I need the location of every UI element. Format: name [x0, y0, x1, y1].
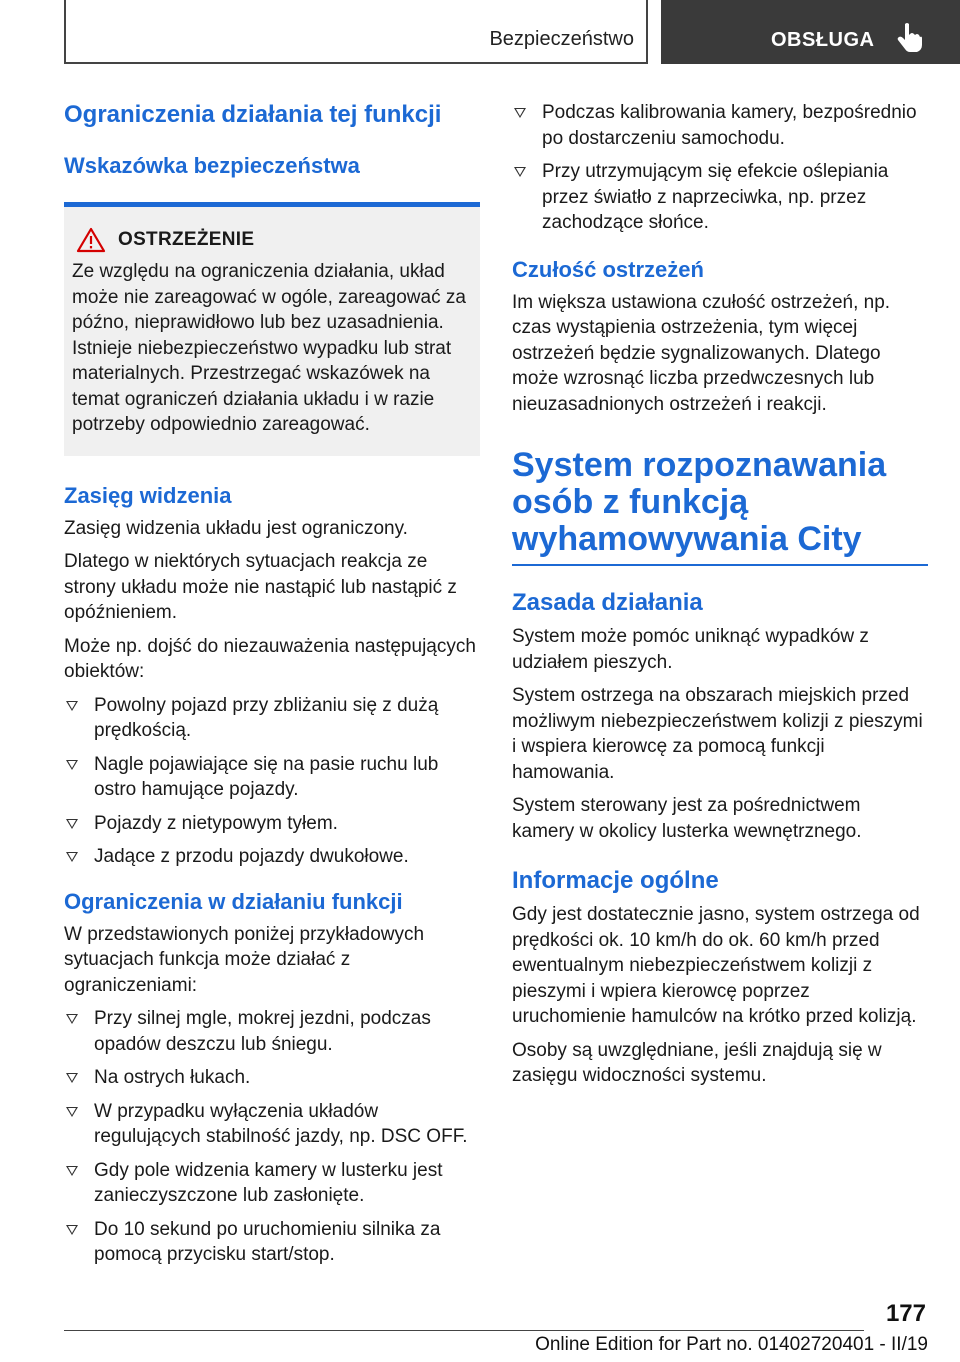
triangle-bullet-icon: [66, 1014, 78, 1024]
triangle-bullet-icon: [66, 1073, 78, 1083]
heading-safety-note: Wskazówka bezpieczeństwa: [64, 153, 360, 178]
paragraph: Dlatego w niektórych sytuacjach reakcja ze strony układu może nie nastąpić lub nastąpić z opóźnieniem.: [64, 551, 457, 623]
paragraph: Gdy jest dostatecznie jasno, system ostrzega od prędkości ok. 10 km/h do ok. 60 km/h przed ewentualnym niebezpieczeństwem kolizji z pieszymi i wpiera kierowcę poprzez uruchomienie hamulców na krótko przed kolizją.: [512, 904, 920, 1027]
triangle-bullet-icon: [66, 701, 78, 711]
triangle-bullet-icon: [66, 1225, 78, 1235]
heading-function-limits: Ograniczenia działania tej funkcji: [64, 101, 442, 128]
footer-divider: [64, 1330, 864, 1331]
warning-header: [72, 227, 470, 253]
paragraph: System ostrzega na obszarach miejskich przed możliwym niebezpieczeństwem kolizji z pieszymi i wspiera kierowcę za pomocą funkcji hamowania.: [512, 685, 923, 783]
warning-text: Ze względu na ograniczenia działania, układ może nie zareagować w ogóle, zareagować za późno, nieprawidłowo lub bez uzasadnienia. Istnieje niebezpieczeństwo wypadku lub strat materialnych. Przestrzegać wskazówek na temat ograniczeń działania układu i w razie potrzeby odpowiednio zareagować.: [72, 261, 466, 435]
list-item: Na ostrych łukach.: [64, 1065, 480, 1091]
header-section-box: [64, 0, 648, 64]
heading-function-restrictions: Ograniczenia w działaniu funkcji: [64, 888, 403, 914]
paragraph: W przedstawionych poniżej przykładowych sytuacjach funkcja może działać z ograniczeniami:: [64, 923, 425, 996]
heading-principle: Zasada działania: [512, 589, 703, 616]
list-item: Gdy pole widzenia kamery w lusterku jest zanieczyszczone lub zasłonięte.: [64, 1158, 480, 1209]
triangle-bullet-icon: [514, 108, 526, 118]
paragraph: Im większa ustawiona czułość ostrzeżeń, np. czas wystąpienia ostrzeżenia, tym więcej ostrzeżeń będzie sygnalizowanych. Dlatego może wzrosnąć liczba przedwczesnych lub nieuzasadnionych ostrzeżeń i reakcji.: [512, 291, 891, 415]
paragraph: Może np. dojść do niezauważenia następujących obiektów:: [64, 635, 476, 682]
restrictions-list: [64, 1006, 480, 1268]
heading-warning-sensitivity: Czułość ostrzeżeń: [512, 256, 704, 282]
section-title: Bezpieczeństwo: [489, 28, 634, 50]
triangle-bullet-icon: [514, 167, 526, 177]
heading-visibility-range: Zasięg widzenia: [64, 482, 232, 508]
list-item: Jadące z przodu pojazdy dwukołowe.: [64, 844, 480, 870]
list-item: Nagle pojawiające się na pasie ruchu lub ostro hamujące pojazdy.: [64, 752, 480, 803]
triangle-bullet-icon: [66, 852, 78, 862]
footer-edition: Online Edition for Part no. 01402720401 - II/19: [535, 1334, 928, 1355]
list-item: Podczas kalibrowania kamery, bezpośrednio po dostarczeniu samochodu.: [512, 100, 928, 151]
list-item: Do 10 sekund po uruchomieniu silnika za pomocą przycisku start/stop.: [64, 1217, 480, 1268]
page-number: 177: [885, 1300, 926, 1327]
chapter-tab-label: OBSŁUGA: [771, 29, 875, 51]
visibility-list: [64, 693, 480, 870]
paragraph: Osoby są uwzględniane, jeśli znajdują się w zasięgu widoczności systemu.: [512, 1039, 882, 1086]
triangle-bullet-icon: [66, 1166, 78, 1176]
triangle-bullet-icon: [66, 819, 78, 829]
paragraph: System może pomóc uniknąć wypadków z udziałem pieszych.: [512, 626, 869, 673]
chapter-tab[interactable]: [661, 0, 960, 64]
pointing-hand-icon: [896, 22, 922, 52]
list-item: Przy utrzymującym się efekcie oślepiania przez światło z naprzeciwka, np. przez zachodzące słońce.: [512, 159, 928, 236]
warning-title: OSTRZEŻENIE: [118, 229, 255, 250]
warning-triangle-icon: [76, 227, 106, 253]
triangle-bullet-icon: [66, 760, 78, 770]
list-item: W przypadku wyłączenia układów regulujących stabilność jazdy, np. DSC OFF.: [64, 1099, 480, 1150]
right-column: [512, 100, 928, 1097]
triangle-bullet-icon: [66, 1107, 78, 1117]
heading-pedestrian-system: System rozpoznawania osób z funkcją wyhamowywania City: [512, 447, 928, 566]
continued-list: [512, 100, 928, 236]
left-column: [64, 100, 480, 1276]
heading-general-info: Informacje ogólne: [512, 867, 719, 894]
paragraph: System sterowany jest za pośrednictwem kamery w okolicy lusterka wewnętrznego.: [512, 795, 862, 842]
list-item: Przy silnej mgle, mokrej jezdni, podczas opadów deszczu lub śniegu.: [64, 1006, 480, 1057]
list-item: Pojazdy z nietypowym tyłem.: [64, 811, 480, 837]
paragraph: Zasięg widzenia układu jest ograniczony.: [64, 517, 408, 539]
warning-box: [64, 202, 480, 456]
list-item: Powolny pojazd przy zbliżaniu się z dużą prędkością.: [64, 693, 480, 744]
